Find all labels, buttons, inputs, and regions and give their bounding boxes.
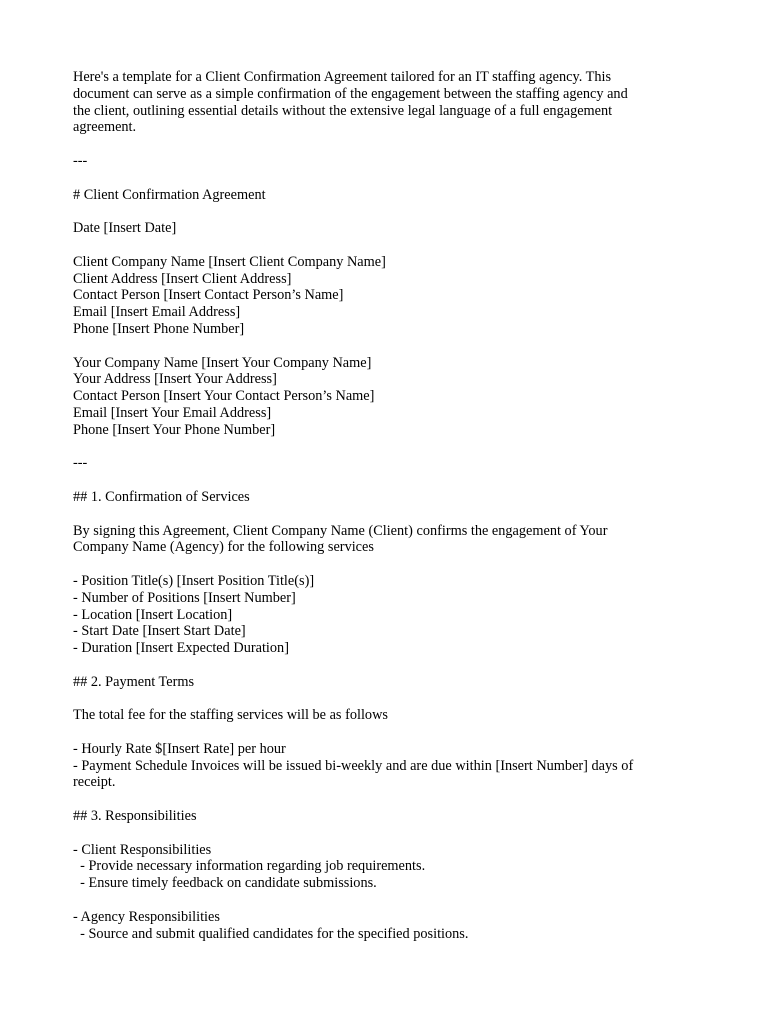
agency-address: Your Address [Insert Your Address] bbox=[73, 371, 277, 388]
list-item: - Ensure timely feedback on candidate submissions. bbox=[73, 875, 377, 892]
list-item: - Position Title(s) [Insert Position Title(s)] bbox=[73, 572, 315, 589]
list-item: - Payment Schedule Invoices will be issued bi-weekly and are due within [Insert Number] days of bbox=[73, 757, 634, 774]
intro-paragraph bbox=[73, 69, 693, 136]
section-2-heading: ## 2. Payment Terms bbox=[73, 673, 195, 690]
section-heading bbox=[73, 808, 693, 825]
list-item: - Start Date [Insert Start Date] bbox=[73, 623, 246, 640]
intro-line: the client, outlining essential details without the extensive legal language of a full engagement bbox=[73, 102, 613, 119]
client-email: Email [Insert Email Address] bbox=[73, 304, 241, 321]
document-page bbox=[73, 69, 693, 959]
separator-text: --- bbox=[73, 455, 88, 472]
intro-line: document can serve as a simple confirmation of the engagement between the staffing agency and bbox=[73, 85, 628, 102]
section-3-heading: ## 3. Responsibilities bbox=[73, 808, 197, 825]
agency-contact-person: Contact Person [Insert Your Contact Person’s Name] bbox=[73, 388, 375, 405]
separator-text: --- bbox=[73, 152, 88, 169]
client-contact-person: Contact Person [Insert Contact Person’s Name] bbox=[73, 287, 344, 304]
agency-phone: Phone [Insert Your Phone Number] bbox=[73, 421, 276, 438]
body-line: The total fee for the staffing services will be as follows bbox=[73, 707, 388, 724]
client-responsibilities-list bbox=[73, 842, 693, 892]
list-item: - Hourly Rate $[Insert Rate] per hour bbox=[73, 740, 286, 757]
agency-company-name: Your Company Name [Insert Your Company Name] bbox=[73, 354, 372, 371]
body-line: By signing this Agreement, Client Company Name (Client) confirms the engagement of Your bbox=[73, 522, 608, 539]
section-1-list bbox=[73, 573, 693, 657]
list-item: receipt. bbox=[73, 774, 116, 791]
list-item: - Number of Positions [Insert Number] bbox=[73, 589, 296, 606]
list-item: - Location [Insert Location] bbox=[73, 606, 233, 623]
list-item: - Source and submit qualified candidates for the specified positions. bbox=[73, 925, 469, 942]
list-item: - Agency Responsibilities bbox=[73, 908, 220, 925]
agency-details-block bbox=[73, 355, 693, 439]
client-address: Client Address [Insert Client Address] bbox=[73, 270, 292, 287]
list-item: - Provide necessary information regarding job requirements. bbox=[73, 858, 426, 875]
agency-responsibilities-list bbox=[73, 909, 693, 943]
client-company-name: Client Company Name [Insert Client Company Name] bbox=[73, 253, 386, 270]
section-heading bbox=[73, 489, 693, 506]
section-2-list bbox=[73, 741, 693, 791]
separator bbox=[73, 455, 693, 472]
date-line-text: Date [Insert Date] bbox=[73, 220, 177, 237]
client-phone: Phone [Insert Phone Number] bbox=[73, 320, 245, 337]
section-1-heading: ## 1. Confirmation of Services bbox=[73, 488, 250, 505]
agency-email: Email [Insert Your Email Address] bbox=[73, 404, 272, 421]
separator bbox=[73, 153, 693, 170]
intro-line: Here's a template for a Client Confirmation Agreement tailored for an IT staffing agency. This bbox=[73, 69, 612, 85]
list-item: - Duration [Insert Expected Duration] bbox=[73, 640, 289, 657]
section-heading bbox=[73, 674, 693, 691]
section-2-body bbox=[73, 707, 693, 724]
section-1-body bbox=[73, 523, 693, 557]
intro-line: agreement. bbox=[73, 119, 137, 136]
list-item: - Client Responsibilities bbox=[73, 841, 212, 858]
body-line: Company Name (Agency) for the following services bbox=[73, 539, 374, 556]
document-title-text: # Client Confirmation Agreement bbox=[73, 186, 266, 203]
date-line bbox=[73, 220, 693, 237]
document-title bbox=[73, 187, 693, 204]
client-details-block bbox=[73, 254, 693, 338]
